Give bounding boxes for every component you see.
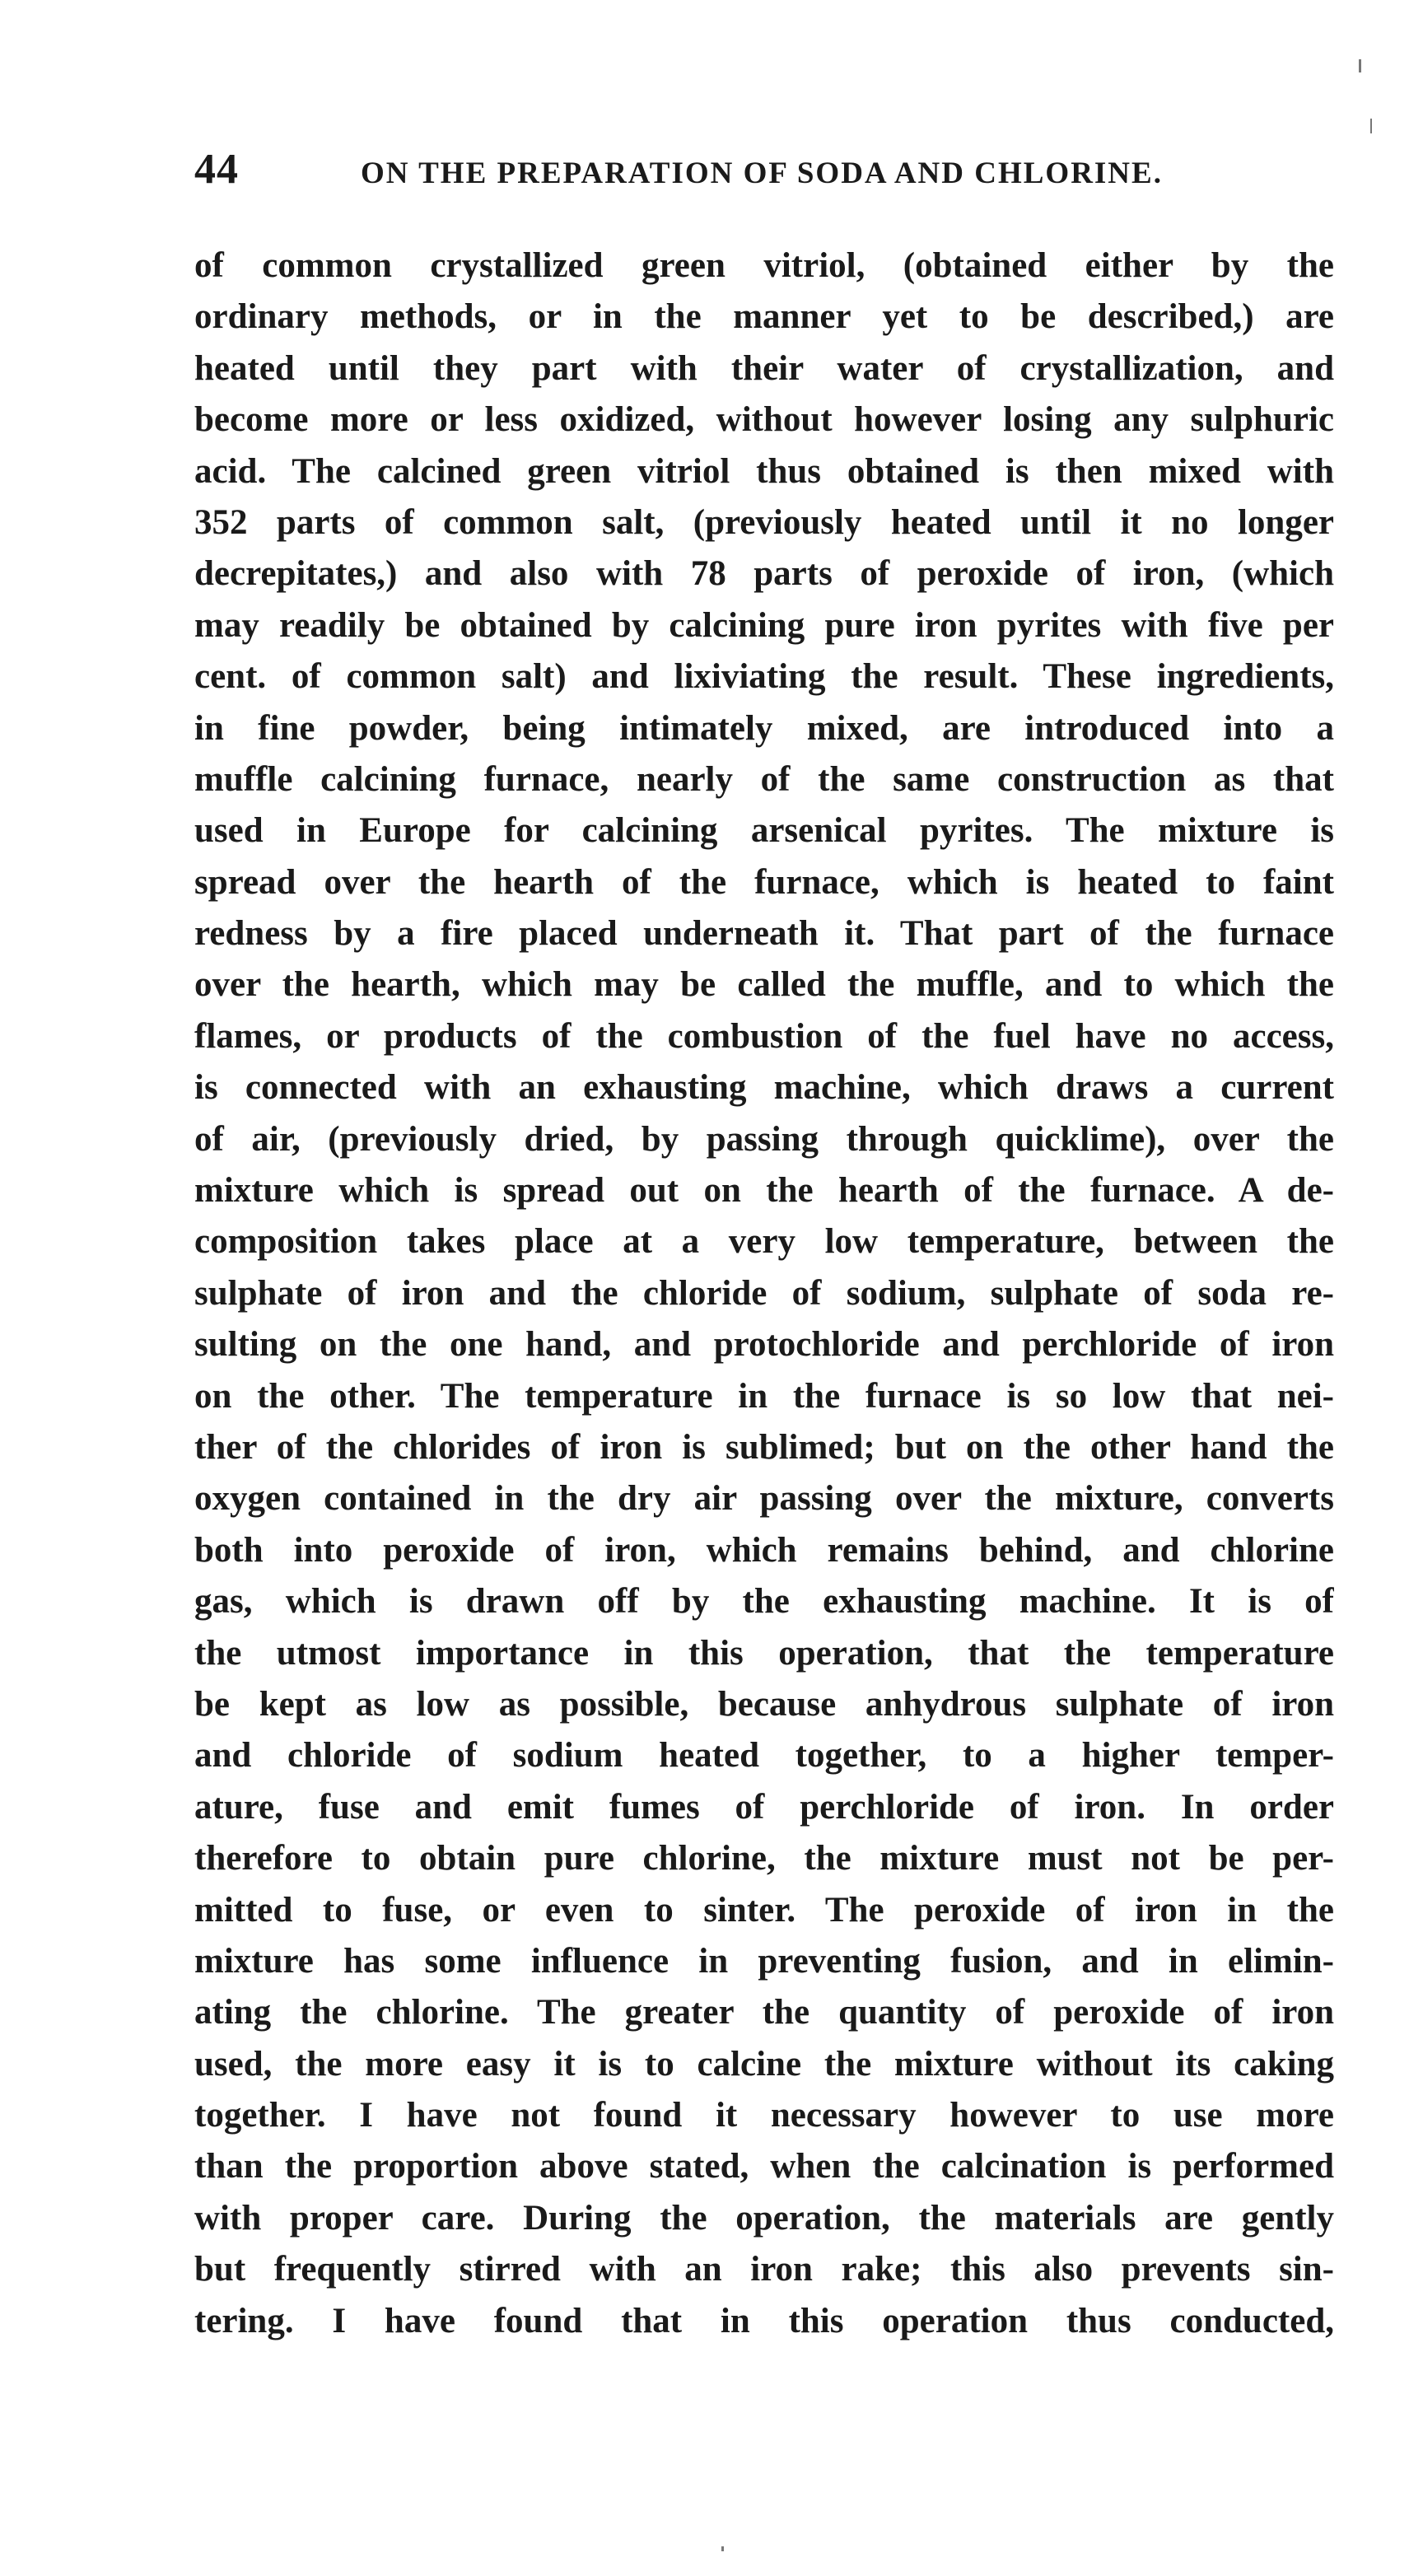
text-line: mixture has some influence in preventing fusion, and in elimin-: [194, 1941, 1334, 1981]
text-line: oxygen contained in the dry air passing over the mixture, converts: [194, 1479, 1334, 1519]
text-line: therefore to obtain pure chlorine, the mixture must not be per-: [194, 1839, 1334, 1878]
text-line: ordinary methods, or in the manner yet to be described,) are: [194, 297, 1334, 337]
text-line: 352 parts of common salt, (previously heated until it no longer: [194, 502, 1334, 542]
text-line: sulting on the one hand, and protochloride and perchloride of iron: [194, 1325, 1334, 1365]
text-line: redness by a fire placed underneath it. That part of the furnace: [194, 914, 1334, 954]
text-line: be kept as low as possible, because anhydrous sulphate of iron: [194, 1684, 1334, 1724]
body-text: [194, 240, 1334, 2347]
text-line: gas, which is drawn off by the exhausting machine. It is of: [194, 1582, 1334, 1622]
text-line: with proper care. During the operation, the materials are gently: [194, 2198, 1334, 2238]
text-line: used, the more easy it is to calcine the mixture without its caking: [194, 2044, 1334, 2084]
text-line: acid. The calcined green vitriol thus obtained is then mixed with: [194, 451, 1334, 491]
text-line: together. I have not found it necessary however to use more: [194, 2096, 1334, 2135]
text-line: cent. of common salt) and lixiviating the result. These ingredients,: [194, 657, 1334, 697]
text-line: of common crystallized green vitriol, (obtained either by the: [194, 246, 1334, 285]
text-line: is connected with an exhausting machine, which draws a current: [194, 1068, 1334, 1108]
text-line: ating the chlorine. The greater the quantity of peroxide of iron: [194, 1993, 1334, 2032]
text-line: may readily be obtained by calcining pure iron pyrites with five per: [194, 605, 1334, 645]
text-line: in fine powder, being intimately mixed, are introduced into a: [194, 708, 1334, 748]
text-line: spread over the hearth of the furnace, which is heated to faint: [194, 862, 1334, 902]
text-line: mitted to fuse, or even to sinter. The peroxide of iron in the: [194, 1890, 1334, 1930]
text-line: but frequently stirred with an iron rake; this also prevents sin-: [194, 2250, 1334, 2289]
text-line: than the proportion above stated, when the calcination is performed: [194, 2147, 1334, 2186]
text-line: ther of the chlorides of iron is sublimed; but on the other hand the: [194, 1427, 1334, 1467]
page-number: 44: [194, 146, 239, 193]
text-line: mixture which is spread out on the hearth of the furnace. A de-: [194, 1171, 1334, 1211]
text-line: over the hearth, which may be called the muffle, and to which the: [194, 965, 1334, 1005]
text-line: become more or less oxidized, without however losing any sulphuric: [194, 400, 1334, 440]
text-line: sulphate of iron and the chloride of sodium, sulphate of soda re-: [194, 1273, 1334, 1313]
text-line: of air, (previously dried, by passing through quicklime), over the: [194, 1119, 1334, 1159]
text-line: tering. I have found that in this operation thus conducted,: [194, 2301, 1334, 2340]
text-line: muffle calcining furnace, nearly of the same construction as that: [194, 759, 1334, 799]
text-line: used in Europe for calcining arsenical pyrites. The mixture is: [194, 811, 1334, 851]
scan-speck: [721, 2546, 724, 2551]
scan-speck: [1370, 119, 1372, 133]
text-line: composition takes place at a very low temperature, between the: [194, 1222, 1334, 1262]
text-line: both into peroxide of iron, which remains behind, and chlorine: [194, 1530, 1334, 1570]
text-line: heated until they part with their water of crystallization, and: [194, 348, 1334, 388]
scan-speck: [1359, 59, 1361, 72]
running-head: [194, 145, 1262, 194]
text-line: decrepitates,) and also with 78 parts of peroxide of iron, (which: [194, 554, 1334, 594]
text-line: flames, or products of the combustion of the fuel have no access,: [194, 1016, 1334, 1056]
text-line: the utmost importance in this operation, that the temperature: [194, 1633, 1334, 1673]
text-line: ature, fuse and emit fumes of perchloride of iron. In order: [194, 1787, 1334, 1827]
running-title: ON THE PREPARATION OF SODA AND CHLORINE.: [361, 156, 1163, 190]
text-line: on the other. The temperature in the furnace is so low that nei-: [194, 1376, 1334, 1416]
text-line: and chloride of sodium heated together, to a higher temper-: [194, 1736, 1334, 1776]
